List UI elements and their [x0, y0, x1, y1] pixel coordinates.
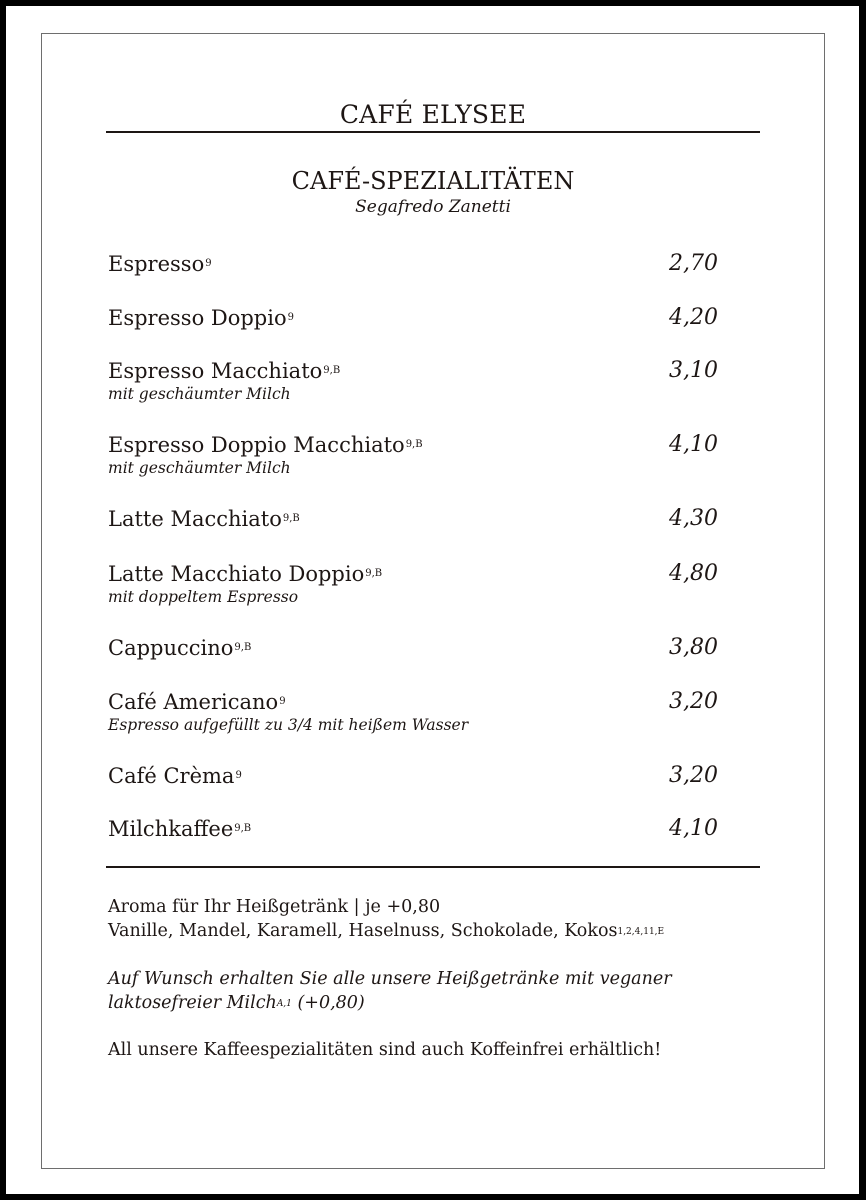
menu-item: [108, 561, 718, 607]
section-title: CAFÉ-SPEZIALITÄTEN: [291, 167, 575, 195]
section-subtitle: Segafredo Zanetti: [355, 197, 511, 217]
aroma-note: [108, 895, 758, 943]
item-name: Cappuccino$^{9,B}$: [108, 636, 252, 660]
item-price: 3,10: [669, 358, 718, 383]
item-price: 4,30: [669, 506, 718, 531]
item-price: 3,20: [669, 763, 718, 788]
item-name: Espresso Doppio$^9$: [108, 306, 294, 330]
allergen-marker: 9,B: [405, 439, 423, 450]
item-price: 4,80: [669, 561, 718, 586]
item-price: 4,20: [669, 305, 718, 330]
menu-item: [108, 358, 718, 404]
vegan-note: Auf Wunsch erhalten Sie alle unsere Heißgetränke mit veganer laktosefreier Milch$^{A,1}$ (+0,80): [108, 969, 672, 1013]
aroma-line: Aroma für Ihr Heißgetränk | je +0,80: [108, 897, 441, 917]
allergen-marker: 9,B: [234, 642, 252, 653]
allergen-marker: 9: [279, 696, 286, 707]
item-name: Latte Macchiato$^{9,B}$: [108, 507, 300, 531]
aroma-flavors: Vanille, Mandel, Karamell, Haselnuss, Schokolade, Kokos$^{1,2,4,11,E}$: [108, 921, 665, 941]
item-price: 3,20: [669, 689, 718, 714]
allergen-marker: 9: [235, 770, 242, 781]
item-description: mit geschäumter Milch: [108, 459, 291, 477]
bottom-divider: [106, 866, 760, 868]
menu-item: [108, 689, 718, 735]
allergen-marker: 9,B: [323, 365, 341, 376]
menu-page: [6, 6, 859, 1194]
menu-item: [108, 506, 718, 532]
menu-item: [108, 432, 718, 478]
menu-item: [108, 816, 718, 842]
item-name: Café Crèma$^9$: [108, 764, 242, 788]
item-description: mit geschäumter Milch: [108, 385, 291, 403]
allergen-marker: 1,2,4,11,E: [617, 927, 665, 937]
item-name: Milchkaffee$^{9,B}$: [108, 817, 252, 841]
item-name: Café Americano$^9$: [108, 690, 286, 714]
item-price: 4,10: [669, 432, 718, 457]
item-description: Espresso aufgefüllt zu 3/4 mit heißem Wasser: [108, 716, 469, 734]
allergen-marker: 9,B: [282, 513, 300, 524]
menu-item: [108, 635, 718, 661]
item-description: mit doppeltem Espresso: [108, 588, 299, 606]
top-divider: [106, 131, 760, 133]
item-name: Espresso Macchiato$^{9,B}$: [108, 359, 341, 383]
item-price: 2,70: [669, 251, 718, 276]
allergen-marker: 9,B: [234, 823, 252, 834]
restaurant-title: CAFÉ ELYSEE: [339, 100, 527, 129]
item-price: 4,10: [669, 816, 718, 841]
allergen-marker: 9: [287, 312, 294, 323]
decaf-note: All unsere Kaffeespezialitäten sind auch Koffeinfrei erhältlich!: [108, 1040, 662, 1060]
menu-item: [108, 251, 718, 277]
allergen-marker: 9: [205, 258, 212, 269]
menu-item: [108, 763, 718, 789]
item-name: Espresso$^9$: [108, 252, 212, 276]
allergen-marker: 9,B: [365, 568, 383, 579]
item-name: Latte Macchiato Doppio$^{9,B}$: [108, 562, 383, 586]
menu-item: [108, 305, 718, 331]
item-price: 3,80: [669, 635, 718, 660]
allergen-marker: A,1: [276, 999, 292, 1009]
item-name: Espresso Doppio Macchiato$^{9,B}$: [108, 433, 423, 457]
